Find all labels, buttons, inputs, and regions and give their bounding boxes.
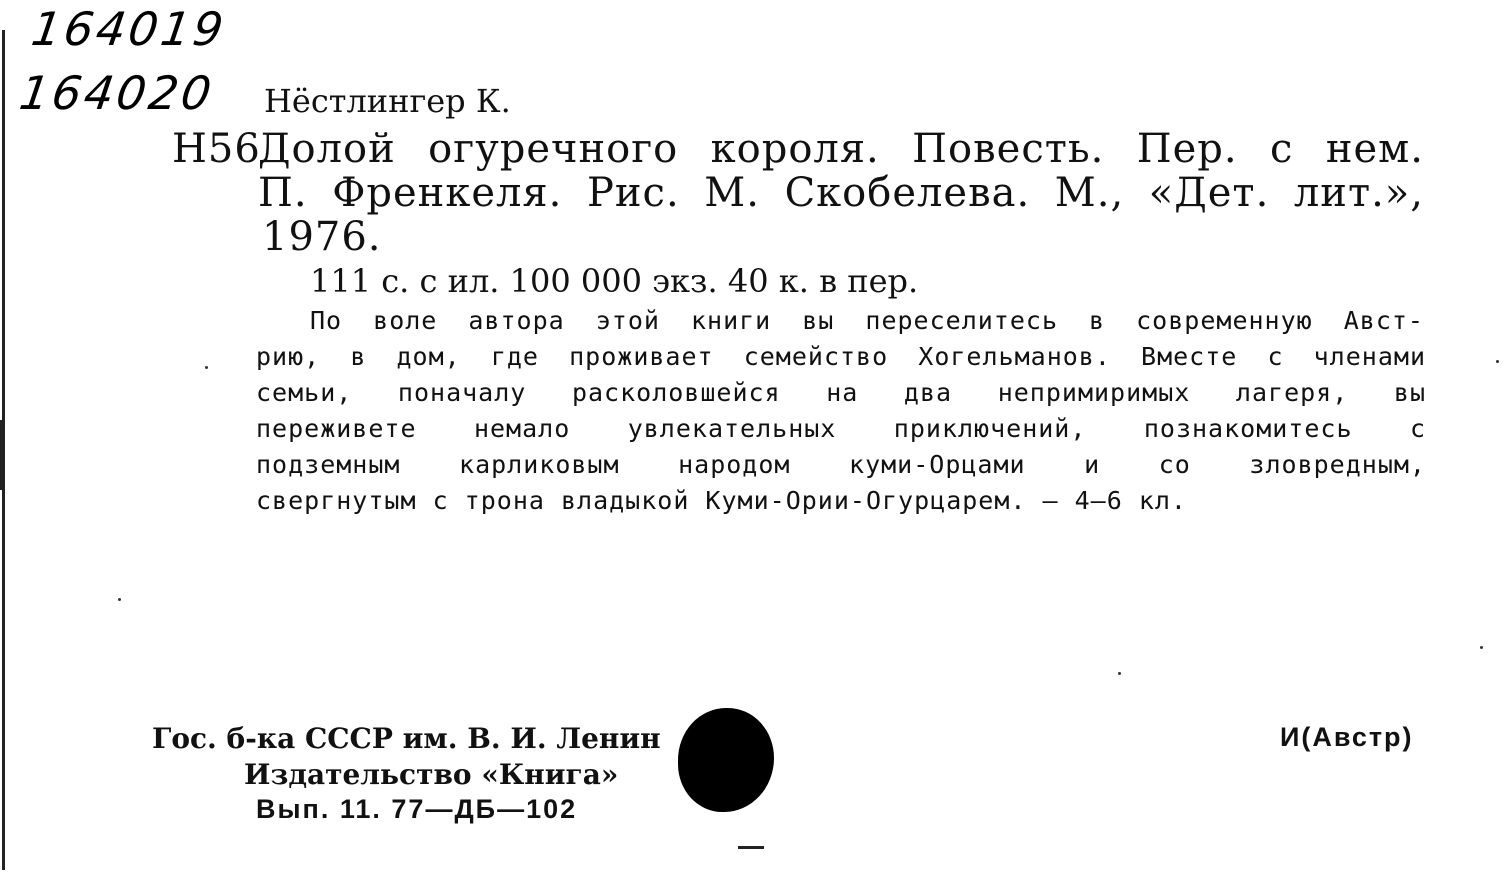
title-line-2: П. Френкеля. Рис. М. Скобелева. М., «Дет. лит.», bbox=[258, 170, 1424, 216]
speck bbox=[1480, 646, 1483, 649]
shelf-code: Н56 bbox=[172, 126, 261, 172]
stray-mark bbox=[738, 846, 764, 849]
annotation-line-2: рию, в дом, где проживает семейство Хогельманов. Вместе с членами bbox=[256, 342, 1426, 371]
annotation-line-3: семьи, поначалу расколовшейся на два непримиримых лагеря, вы bbox=[256, 378, 1426, 407]
annotation-line-4: переживете немало увлекательных приключений, познакомитесь с bbox=[256, 414, 1426, 443]
annotation-line-6: свергнутым с трона владыкой Куми-Ории-Огурцарем. — 4—6 кл. bbox=[256, 486, 1187, 515]
speck bbox=[1496, 360, 1499, 363]
physical-description: 111 с. с ил. 100 000 экз. 40 к. в пер. bbox=[310, 262, 919, 300]
ink-blot bbox=[678, 708, 774, 812]
annotation-line-1: По воле автора этой книги вы переселитесь в современную Авст- bbox=[310, 306, 1424, 335]
footer-publisher: Издательство «Книга» bbox=[244, 758, 619, 791]
title-line-3: 1976. bbox=[262, 214, 382, 260]
footer-issue: Вып. 11. 77—ДБ—102 bbox=[256, 794, 578, 824]
inventory-number-1: 164019 bbox=[28, 2, 230, 56]
author-heading: Нёстлингер К. bbox=[264, 82, 511, 120]
title-line-1: Долой огуречного короля. Повесть. Пер. с нем. bbox=[258, 126, 1424, 172]
footer-classification: И(Австр) bbox=[1280, 722, 1414, 752]
speck bbox=[205, 366, 208, 369]
annotation-line-5: подземным карликовым народом куми-Орцами и со зловредным, bbox=[256, 450, 1426, 479]
speck bbox=[1118, 672, 1121, 675]
speck bbox=[118, 598, 121, 601]
card-edge-mark bbox=[0, 420, 5, 490]
footer-library: Гос. б-ка СССР им. В. И. Ленин bbox=[152, 722, 661, 755]
inventory-number-2: 164020 bbox=[16, 66, 218, 120]
